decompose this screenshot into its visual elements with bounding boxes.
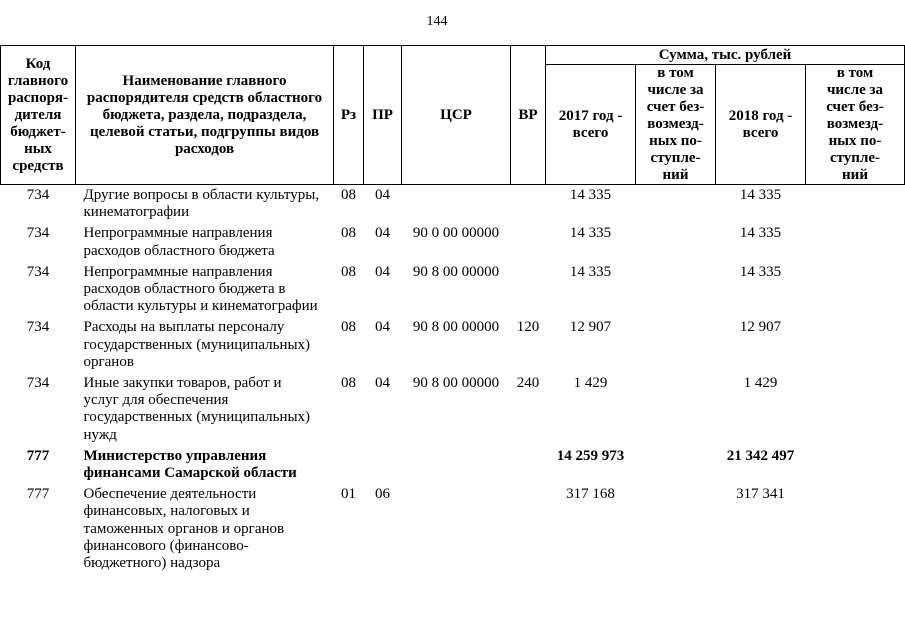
table-body	[1, 185, 905, 575]
cell-pr: 04	[375, 187, 390, 203]
cell-code: 777	[26, 486, 50, 503]
cell-pr: 04	[375, 375, 390, 392]
cell-csr: 90 8 00 00000	[412, 375, 500, 392]
cell-sum-2017: 14 335	[569, 187, 612, 203]
cell-vr	[511, 446, 546, 484]
header-csr: ЦСР	[402, 46, 511, 185]
cell-gratuitous-2017	[636, 373, 716, 446]
cell-gratuitous-2017	[636, 185, 716, 224]
cell-rz: 08	[341, 319, 356, 336]
header-2017-total: 2017 год - всего	[546, 65, 636, 185]
cell-sum-2018: 14 335	[739, 263, 782, 280]
cell-name: Иные закупки товаров, работ и услуг для обеспечения государственных (муниципальных) нужд	[83, 375, 311, 443]
cell-csr: 90 8 00 00000	[412, 319, 500, 336]
table-row	[1, 373, 905, 446]
cell-gratuitous-2017	[636, 446, 716, 484]
cell-sum-2017: 1 429	[573, 375, 608, 392]
cell-vr	[511, 484, 546, 574]
cell-sum-2017: 14 335	[569, 225, 612, 242]
cell-rz	[334, 446, 364, 484]
cell-gratuitous-2018	[806, 262, 905, 318]
cell-code: 734	[26, 375, 50, 392]
cell-code: 734	[26, 187, 50, 203]
cell-vr	[511, 262, 546, 318]
cell-gratuitous-2017	[636, 484, 716, 574]
cell-rz: 08	[341, 187, 356, 203]
cell-rz: 08	[341, 225, 356, 242]
cell-gratuitous-2017	[636, 262, 716, 318]
cell-gratuitous-2018	[806, 446, 905, 484]
cell-gratuitous-2018	[806, 223, 905, 261]
cell-code: 734	[26, 319, 50, 336]
cell-gratuitous-2017	[636, 223, 716, 261]
cell-rz: 01	[341, 486, 356, 503]
cell-pr: 04	[375, 319, 390, 336]
cell-csr: 90 0 00 00000	[412, 225, 500, 242]
cell-code: 734	[26, 225, 50, 242]
cell-sum-2018: 1 429	[743, 375, 778, 392]
cell-csr	[402, 484, 511, 574]
table-row-ministry	[1, 446, 905, 484]
budget-table	[0, 45, 905, 574]
cell-sum-2017: 14 335	[569, 263, 612, 280]
cell-vr	[511, 185, 546, 224]
cell-name: Другие вопросы в области культуры, кинематографии	[83, 187, 320, 221]
cell-sum-2017: 317 168	[566, 486, 615, 503]
header-pr: ПР	[364, 46, 402, 185]
cell-gratuitous-2018	[806, 484, 905, 574]
table-row	[1, 484, 905, 574]
cell-pr: 04	[375, 263, 390, 280]
header-vr: ВР	[511, 46, 546, 185]
header-sum-group: Сумма, тыс. рублей	[546, 46, 905, 65]
cell-csr	[402, 446, 511, 484]
table-row	[1, 223, 905, 261]
cell-sum-2018: 21 342 497	[726, 447, 795, 464]
cell-sum-2018: 14 335	[739, 225, 782, 242]
header-2017-gratuitous: в том числе за счет без- возмезд- ных по- ступле- ний	[636, 65, 716, 185]
cell-csr: 90 8 00 00000	[412, 263, 500, 280]
cell-vr	[511, 223, 546, 261]
cell-pr: 04	[375, 225, 390, 242]
cell-name: Расходы на выплаты персоналу государственных (муниципальных) органов	[83, 319, 311, 370]
table-row	[1, 317, 905, 373]
cell-name: Министерство управления финансами Самарской области	[83, 447, 297, 482]
header-2018-total: 2018 год - всего	[716, 65, 806, 185]
cell-vr: 240	[516, 375, 540, 392]
page-number: 144	[426, 14, 448, 29]
header-2018-gratuitous: в том числе за счет без- возмезд- ных по- ступле- ний	[806, 65, 905, 185]
cell-pr	[364, 446, 402, 484]
header-name: Наименование главного распорядителя средств областного бюджета, раздела, подраздела, целевой статьи, подгруппы видов расходов	[76, 46, 334, 185]
cell-sum-2018: 12 907	[739, 319, 782, 336]
cell-rz: 08	[341, 263, 356, 280]
cell-code: 734	[26, 263, 50, 280]
cell-gratuitous-2018	[806, 373, 905, 446]
cell-gratuitous-2018	[806, 185, 905, 224]
cell-csr	[402, 185, 511, 224]
header-code: Код главного распоря- дителя бюджет- ных средств	[1, 46, 76, 185]
header-rz: Рз	[334, 46, 364, 185]
header-row-top	[1, 46, 905, 65]
cell-sum-2017: 12 907	[569, 319, 612, 336]
cell-name: Обеспечение деятельности финансовых, налоговых и таможенных органов и органов финансового (финансово- бюджетного) надзора	[83, 486, 285, 572]
cell-sum-2017: 14 259 973	[556, 447, 625, 464]
cell-gratuitous-2018	[806, 317, 905, 373]
table-row	[1, 185, 905, 224]
cell-sum-2018: 14 335	[739, 187, 782, 203]
cell-name: Непрограммные направления расходов областного бюджета в области культуры и кинематографии	[83, 263, 318, 315]
cell-pr: 06	[375, 486, 390, 503]
table-row	[1, 262, 905, 318]
cell-gratuitous-2017	[636, 317, 716, 373]
cell-name: Непрограммные направления расходов областного бюджета	[83, 225, 275, 259]
table-header	[1, 46, 905, 185]
cell-rz: 08	[341, 375, 356, 392]
cell-sum-2018: 317 341	[736, 486, 785, 503]
cell-code: 777	[26, 447, 50, 464]
cell-vr: 120	[516, 319, 540, 336]
